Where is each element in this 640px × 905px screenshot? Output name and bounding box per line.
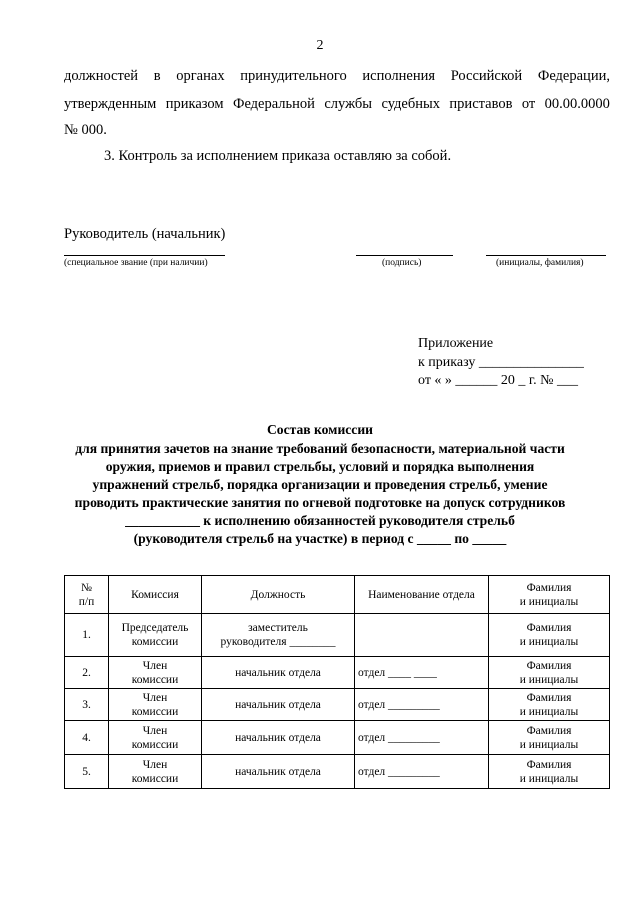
row-role [109, 755, 202, 789]
row-number: 3. [65, 689, 109, 721]
row-department: отдел _________ [355, 689, 489, 721]
name-caption: (инициалы, фамилия) [496, 258, 584, 268]
signatory-title: Руководитель (начальник) [64, 226, 226, 242]
page-number: 2 [316, 38, 324, 53]
name-line1: Фамилия [526, 724, 572, 737]
word: должностей [64, 68, 139, 84]
body-line-2 [64, 96, 610, 113]
row-role [109, 657, 202, 689]
name-line2: и инициалы [519, 673, 579, 686]
row-position [202, 614, 355, 657]
word: судебных [381, 96, 440, 112]
row-name [489, 657, 610, 689]
heading-title: Состав комиссии [266, 422, 374, 437]
header-department: Наименование отдела [355, 576, 489, 614]
word: Российской [450, 68, 523, 84]
annex-order: к приказу _______________ [418, 355, 584, 370]
role-line1: Член [142, 724, 168, 737]
position-line2: руководителя ________ [220, 636, 336, 648]
row-name [489, 755, 610, 789]
commission-table [64, 575, 610, 789]
position-line1: заместитель [248, 622, 308, 634]
table-row [65, 614, 610, 657]
row-number: 4. [65, 721, 109, 755]
word: Федеральной [232, 96, 315, 112]
heading-line: для принятия зачетов на знание требований безопасности, материальной части [75, 441, 565, 456]
table-row [65, 755, 610, 789]
row-department: отдел _________ [355, 755, 489, 789]
heading-line: проводить практические занятия по огневой подготовке на допуск сотрудников [74, 495, 566, 510]
heading-line: (руководителя стрельб на участке) в период с _____ по _____ [133, 531, 507, 546]
row-position: начальник отдела [202, 657, 355, 689]
row-number: 1. [65, 614, 109, 657]
rank-caption: (специальное звание (при наличии) [64, 258, 208, 268]
word: от [521, 96, 536, 112]
role-line2: комиссии [131, 673, 179, 686]
annex-date: от « » ______ 20 _ г. № ___ [418, 373, 578, 388]
role-line2: комиссии [131, 636, 179, 648]
role-line2: комиссии [131, 772, 179, 785]
row-name [489, 614, 610, 657]
role-line2: комиссии [131, 738, 179, 751]
row-number: 2. [65, 657, 109, 689]
name-line1: Фамилия [526, 622, 572, 634]
name-line2: и инициалы [519, 772, 579, 785]
row-department [355, 614, 489, 657]
name-line2: и инициалы [519, 738, 579, 751]
name-line1: Фамилия [526, 758, 572, 771]
word: приставов [449, 96, 513, 112]
word: приказом [165, 96, 224, 112]
header-number-line2: п/п [78, 595, 95, 608]
role-line1: Член [142, 691, 168, 704]
header-name-line1: Фамилия [526, 581, 572, 594]
table-row [65, 721, 610, 755]
word: в [153, 68, 161, 84]
heading-line: оружия, приемов и правил стрельбы, условий и порядка выполнения [105, 459, 535, 474]
row-role [109, 614, 202, 657]
role-line1: Член [142, 659, 168, 672]
word: 00.00.0000 [544, 96, 610, 112]
role-line1: Председатель [121, 622, 189, 634]
name-line2: и инициалы [519, 636, 579, 648]
row-role [109, 689, 202, 721]
name-line2: и инициалы [519, 705, 579, 718]
table-row [65, 689, 610, 721]
signature-caption: (подпись) [382, 258, 422, 268]
header-number-line1: № [81, 581, 92, 594]
body-line-1 [64, 68, 610, 85]
word: Федерации, [537, 68, 610, 84]
word: утвержденным [64, 96, 157, 112]
row-role [109, 721, 202, 755]
word: принудительного [240, 68, 347, 84]
word: органах [176, 68, 225, 84]
word: исполнения [362, 68, 436, 84]
table-header-row [65, 576, 610, 614]
role-line2: комиссии [131, 705, 179, 718]
role-line1: Член [142, 758, 168, 771]
row-name [489, 689, 610, 721]
row-name [489, 721, 610, 755]
heading-line: ___________ к исполнению обязанностей руководителя стрельб [125, 513, 515, 528]
name-line1: Фамилия [526, 659, 572, 672]
row-position: начальник отдела [202, 755, 355, 789]
header-number [65, 576, 109, 614]
word: службы [324, 96, 373, 112]
heading-line: упражнений стрельб, порядка организации и проведения стрельб, умение [92, 477, 548, 492]
signature-line [356, 255, 453, 256]
item-3: 3. Контроль за исполнением приказа оставляю за собой. [104, 148, 452, 164]
name-line [486, 255, 606, 256]
header-position: Должность [202, 576, 355, 614]
row-department: отдел _________ [355, 721, 489, 755]
row-department: отдел ____ ____ [355, 657, 489, 689]
row-position: начальник отдела [202, 721, 355, 755]
table-row [65, 657, 610, 689]
rank-line [64, 255, 225, 256]
row-position: начальник отдела [202, 689, 355, 721]
name-line1: Фамилия [526, 691, 572, 704]
body-line-3: № 000. [64, 122, 107, 138]
row-number: 5. [65, 755, 109, 789]
header-name [489, 576, 610, 614]
annex-label: Приложение [418, 336, 494, 351]
header-commission: Комиссия [109, 576, 202, 614]
header-name-line2: и инициалы [519, 595, 579, 608]
